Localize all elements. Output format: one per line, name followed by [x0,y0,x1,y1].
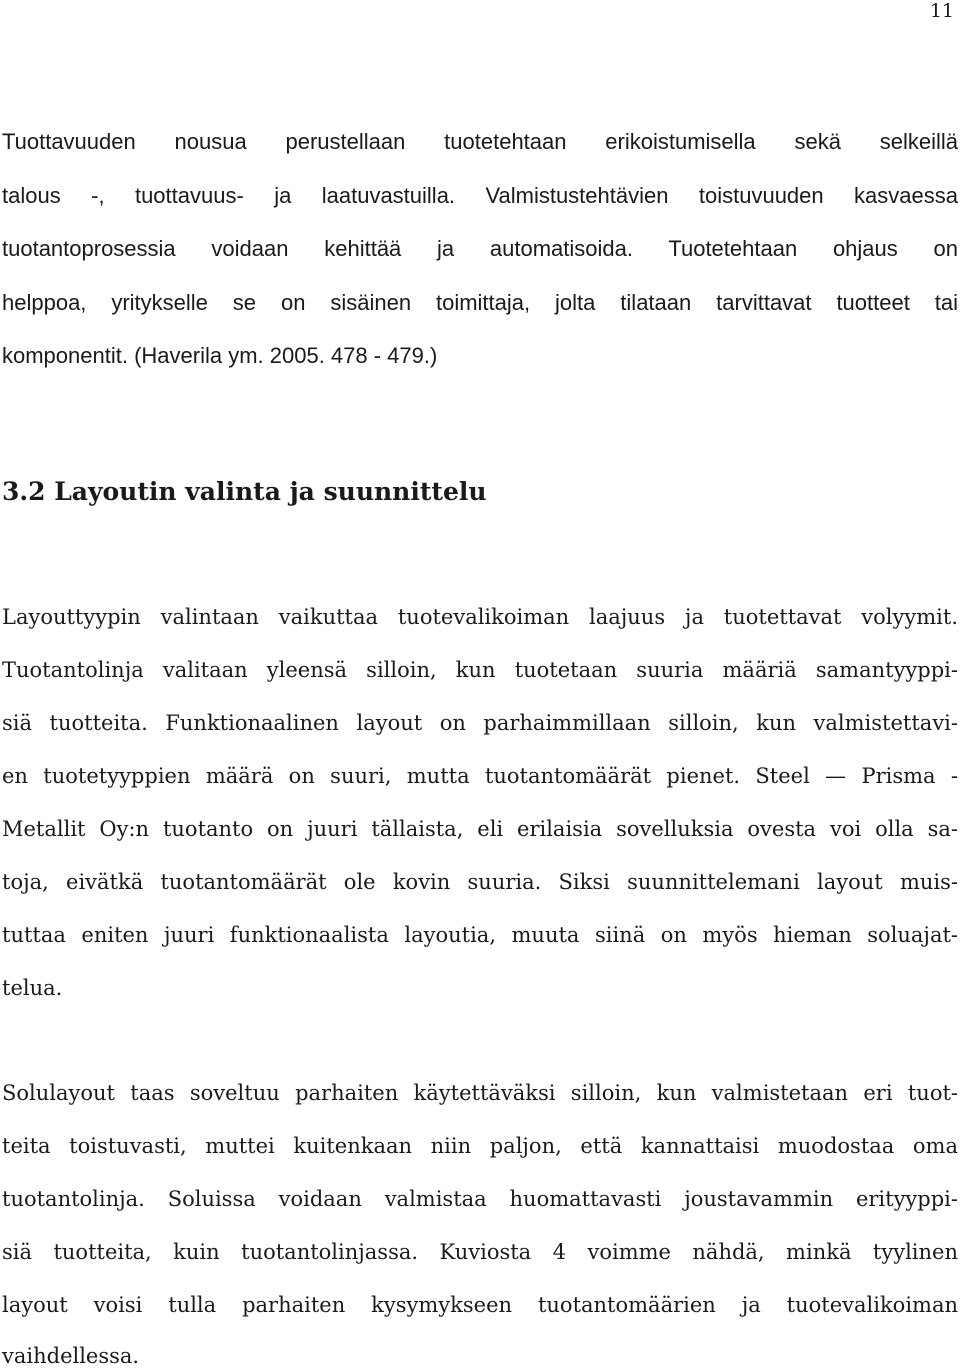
paragraph-line: tuotantolinja. Soluissa voidaan valmistaa huomattavasti joustavammin erityyppi- [2,1187,958,1211]
paragraph-line: tuotantoprosessia voidaan kehittää ja automatisoida. Tuotetehtaan ohjaus on [2,236,958,261]
paragraph-line: komponentit. (Haverila ym. 2005. 478 - 479.) [2,343,438,368]
paragraph-line: vaihdellessa. [2,1344,140,1368]
paragraph-line: tuttaa eniten juuri funktionaalista layoutia, muuta siinä on myös hieman soluajat- [2,923,958,947]
paragraph-line: toja, eivätkä tuotantomäärät ole kovin suuria. Siksi suunnittelemani layout muis- [2,870,958,894]
paragraph-line: siä tuotteita. Funktionaalinen layout on parhaimmillaan silloin, kun valmistettavi- [2,711,958,735]
paragraph-line: Layouttyypin valintaan vaikuttaa tuotevalikoiman laajuus ja tuotettavat volyymit. [2,605,958,629]
paragraph-line: Tuottavuuden nousua perustellaan tuotetehtaan erikoistumisella sekä selkeillä [2,129,958,154]
paragraph-line: Metallit Oy:n tuotanto on juuri tällaista, eli erilaisia sovelluksia ovesta voi olla sa- [2,817,958,841]
paragraph-line: siä tuotteita, kuin tuotantolinjassa. Kuviosta 4 voimme nähdä, minkä tyylinen [2,1240,958,1264]
paragraph-line: en tuotetyyppien määrä on suuri, mutta tuotantomäärät pienet. Steel — Prisma - [2,764,958,788]
page-number: 11 [929,0,954,22]
section-heading: 3.2 Layoutin valinta ja suunnittelu [2,477,487,506]
paragraph-line: telua. [2,976,63,1000]
paragraph-line: helppoa, yritykselle se on sisäinen toimittaja, jolta tilataan tarvittavat tuotteet tai [2,290,958,315]
paragraph-line: Solulayout taas soveltuu parhaiten käytettäväksi silloin, kun valmistetaan eri tuot- [2,1081,958,1105]
paragraph-line: layout voisi tulla parhaiten kysymykseen tuotantomäärien ja tuotevalikoiman [2,1293,958,1317]
paragraph-line: talous -, tuottavuus- ja laatuvastuilla. Valmistustehtävien toistuvuuden kasvaessa [2,183,958,208]
paragraph-line: Tuotantolinja valitaan yleensä silloin, kun tuotetaan suuria määriä samantyyppi- [2,658,958,682]
paragraph-line: teita toistuvasti, muttei kuitenkaan niin paljon, että kannattaisi muodostaa oma [2,1134,958,1158]
